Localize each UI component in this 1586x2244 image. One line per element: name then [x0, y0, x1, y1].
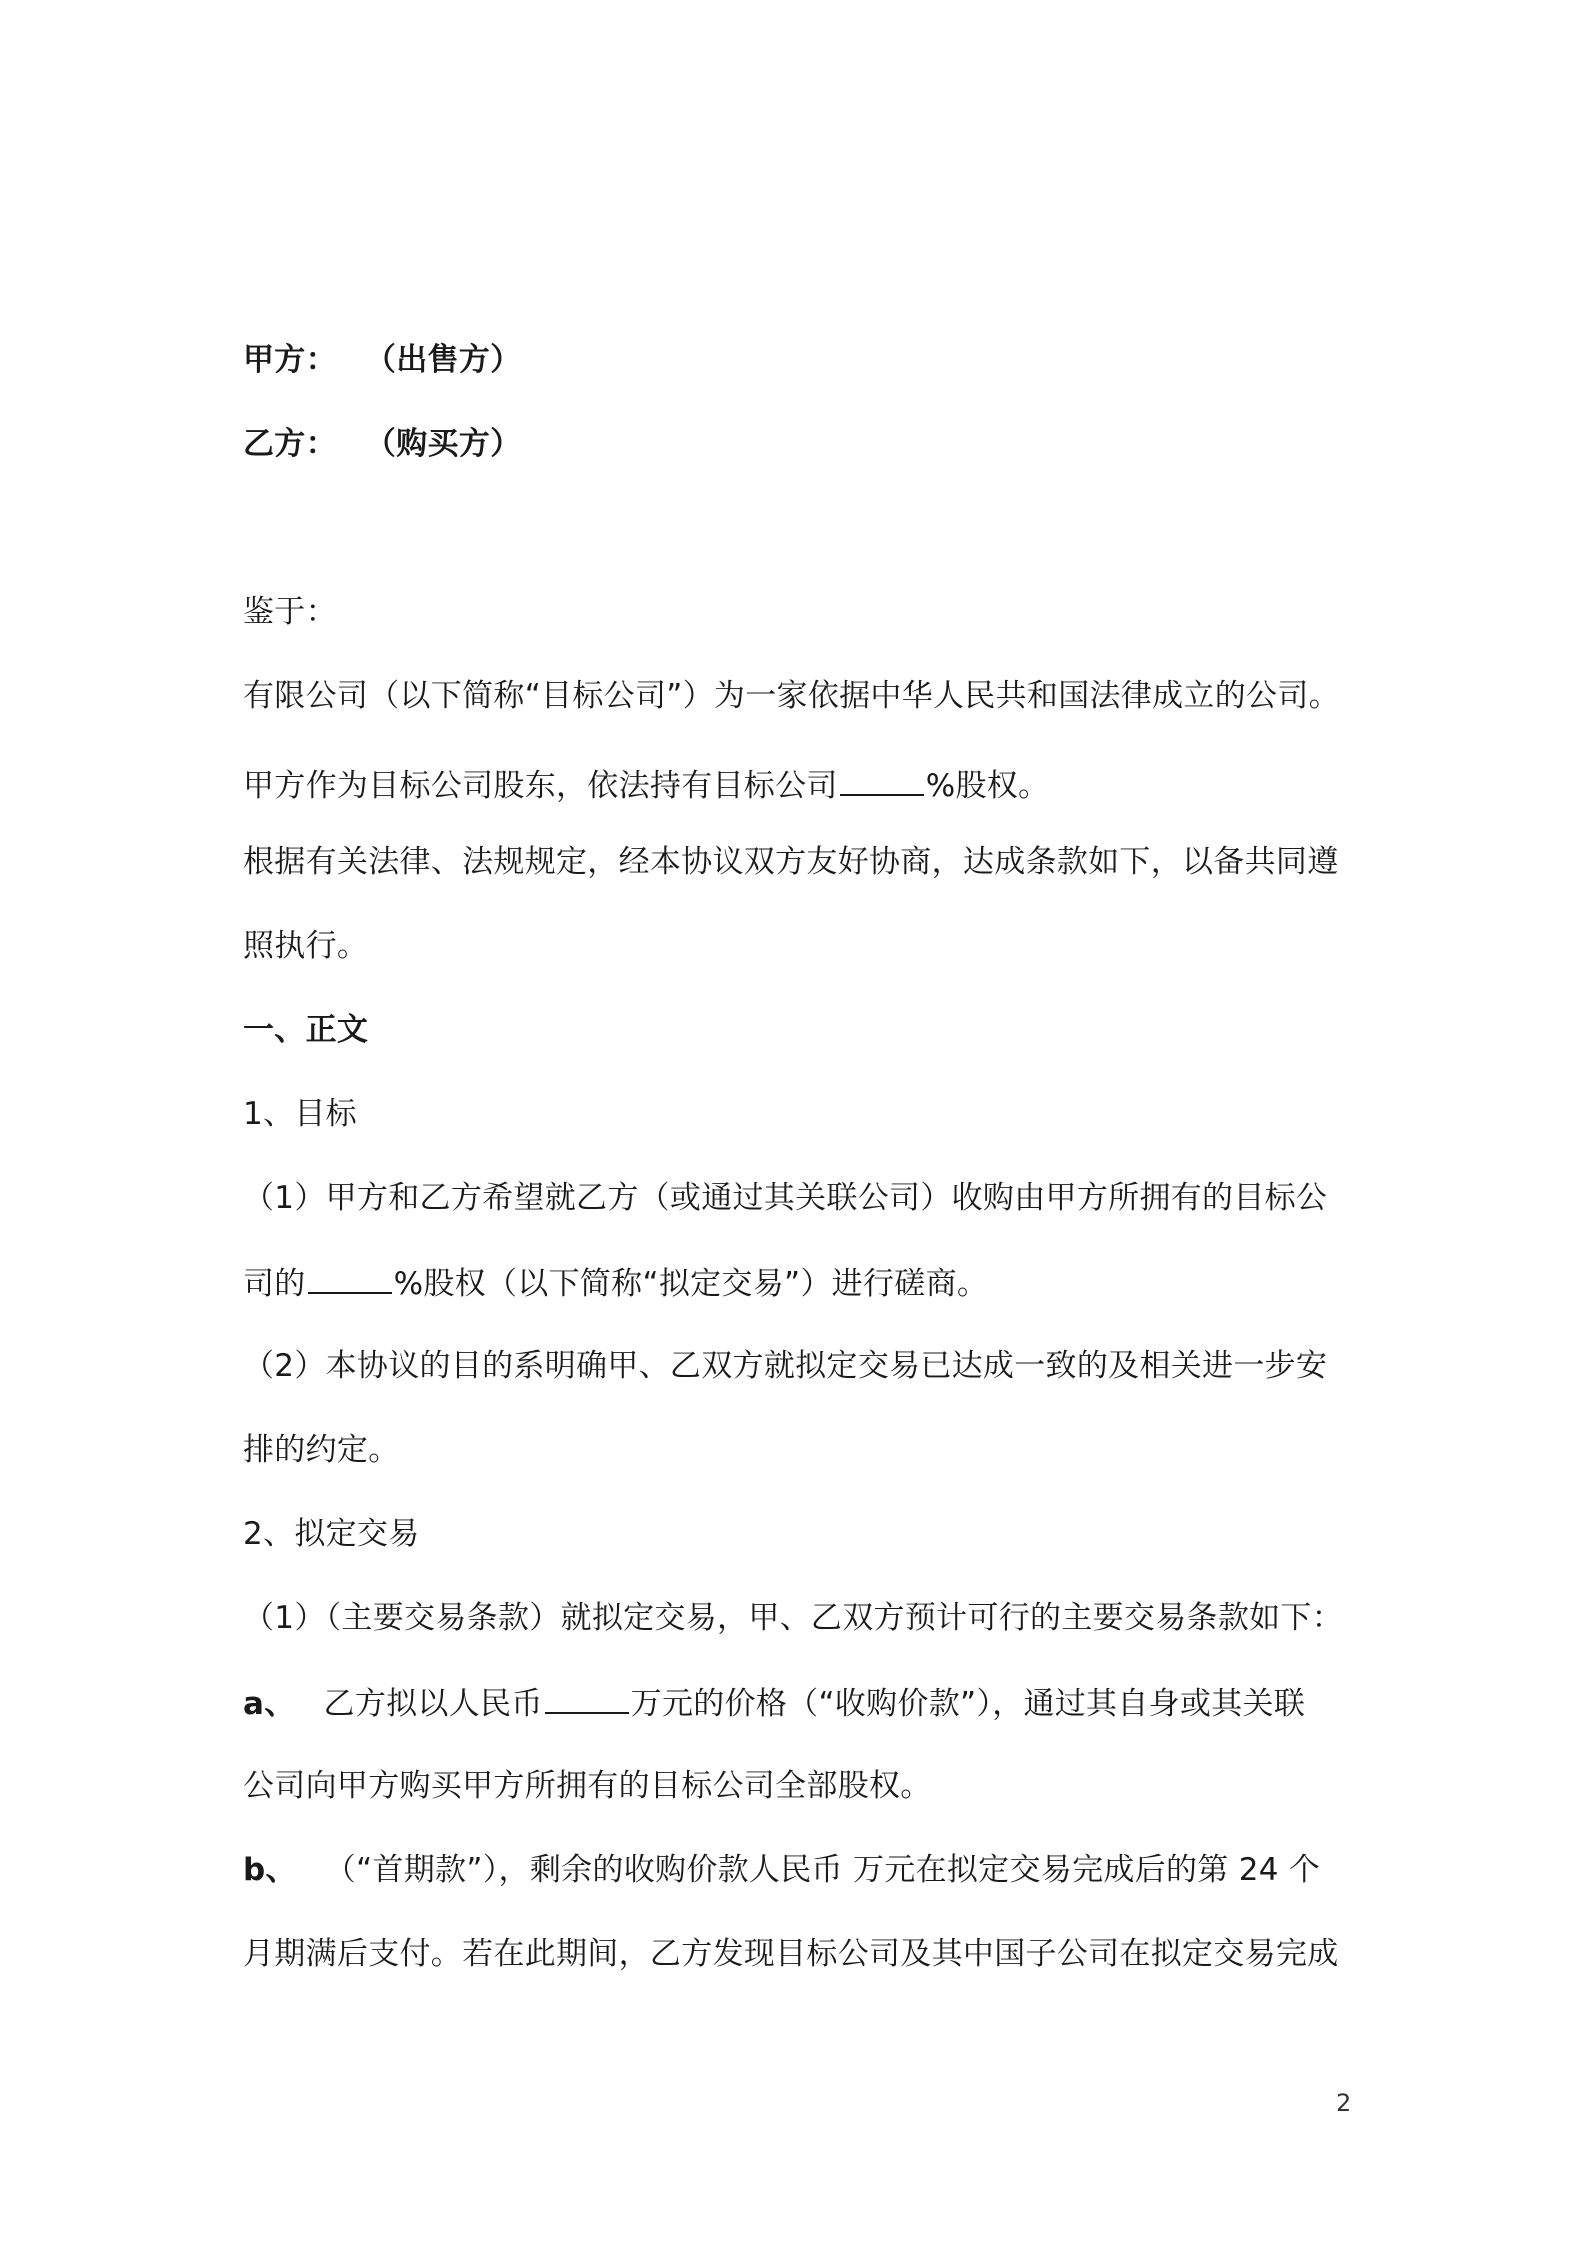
item-1-1-line2: [243, 1262, 988, 1304]
clause-a-line1: [243, 1682, 1305, 1724]
party-b-line: [243, 424, 521, 464]
item-1-1-text-after: %股权（以下简称“拟定交易”）进行磋商。: [393, 1266, 989, 1302]
party-a-line: [243, 340, 521, 380]
equity-percentage-blank: [308, 1262, 392, 1294]
shareholding-text-after: %股权。: [925, 768, 1050, 804]
clause-a-text-after: 万元的价格（“收购价款”），通过其自身或其关联: [630, 1686, 1306, 1722]
paragraph-basis-line1: 根据有关法律、法规规定，经本协议双方友好协商，达成条款如下，以备共同遵: [243, 844, 1339, 880]
paragraph-basis-line2: 照执行。: [243, 928, 369, 964]
clause-b-marker: b、: [243, 1852, 297, 1888]
page-number: 2: [1336, 2089, 1352, 2117]
item-heading-objective: 1、目标: [243, 1096, 357, 1132]
item-1-1-line1: （1）甲方和乙方希望就乙方（或通过其关联公司）收购由甲方所拥有的目标公: [243, 1180, 1328, 1216]
clause-b-line1: [243, 1850, 1320, 1890]
party-b-label: 乙方：: [243, 426, 337, 462]
clause-a-marker: a、: [243, 1686, 296, 1722]
clause-a-text-before: 乙方拟以人民币: [323, 1686, 543, 1722]
clause-b-text: （“首期款”），剩余的收购价款人民币 万元在拟定交易完成后的第 24 个: [324, 1852, 1321, 1888]
item-heading-proposed-transaction: 2、拟定交易: [243, 1516, 420, 1552]
shareholding-text-before: 甲方作为目标公司股东，依法持有目标公司: [243, 768, 838, 804]
clause-a-line2: 公司向甲方购买甲方所拥有的目标公司全部股权。: [243, 1768, 932, 1804]
item-1-1-text-before: 司的: [243, 1266, 306, 1302]
whereas-heading: 鉴于：: [243, 594, 337, 630]
item-1-2-line1: （2）本协议的目的系明确甲、乙双方就拟定交易已达成一致的及相关进一步安: [243, 1348, 1328, 1384]
party-b-role: （购买方）: [364, 426, 522, 462]
clause-b-line2: 月期满后支付。若在此期间，乙方发现目标公司及其中国子公司在拟定交易完成: [243, 1936, 1339, 1972]
paragraph-target-company: 有限公司（以下简称“目标公司”）为一家依据中华人民共和国法律成立的公司。: [243, 678, 1340, 714]
party-a-label: 甲方：: [243, 342, 337, 378]
purchase-price-blank: [545, 1682, 629, 1714]
party-a-role: （出售方）: [364, 342, 522, 378]
percentage-blank: [840, 764, 924, 796]
item-2-1-line: （1）（主要交易条款）就拟定交易，甲、乙双方预计可行的主要交易条款如下：: [243, 1600, 1344, 1636]
paragraph-shareholding: [243, 764, 1049, 806]
section-heading-main-text: 一、正文: [243, 1012, 369, 1048]
item-1-2-line2: 排的约定。: [243, 1432, 400, 1468]
